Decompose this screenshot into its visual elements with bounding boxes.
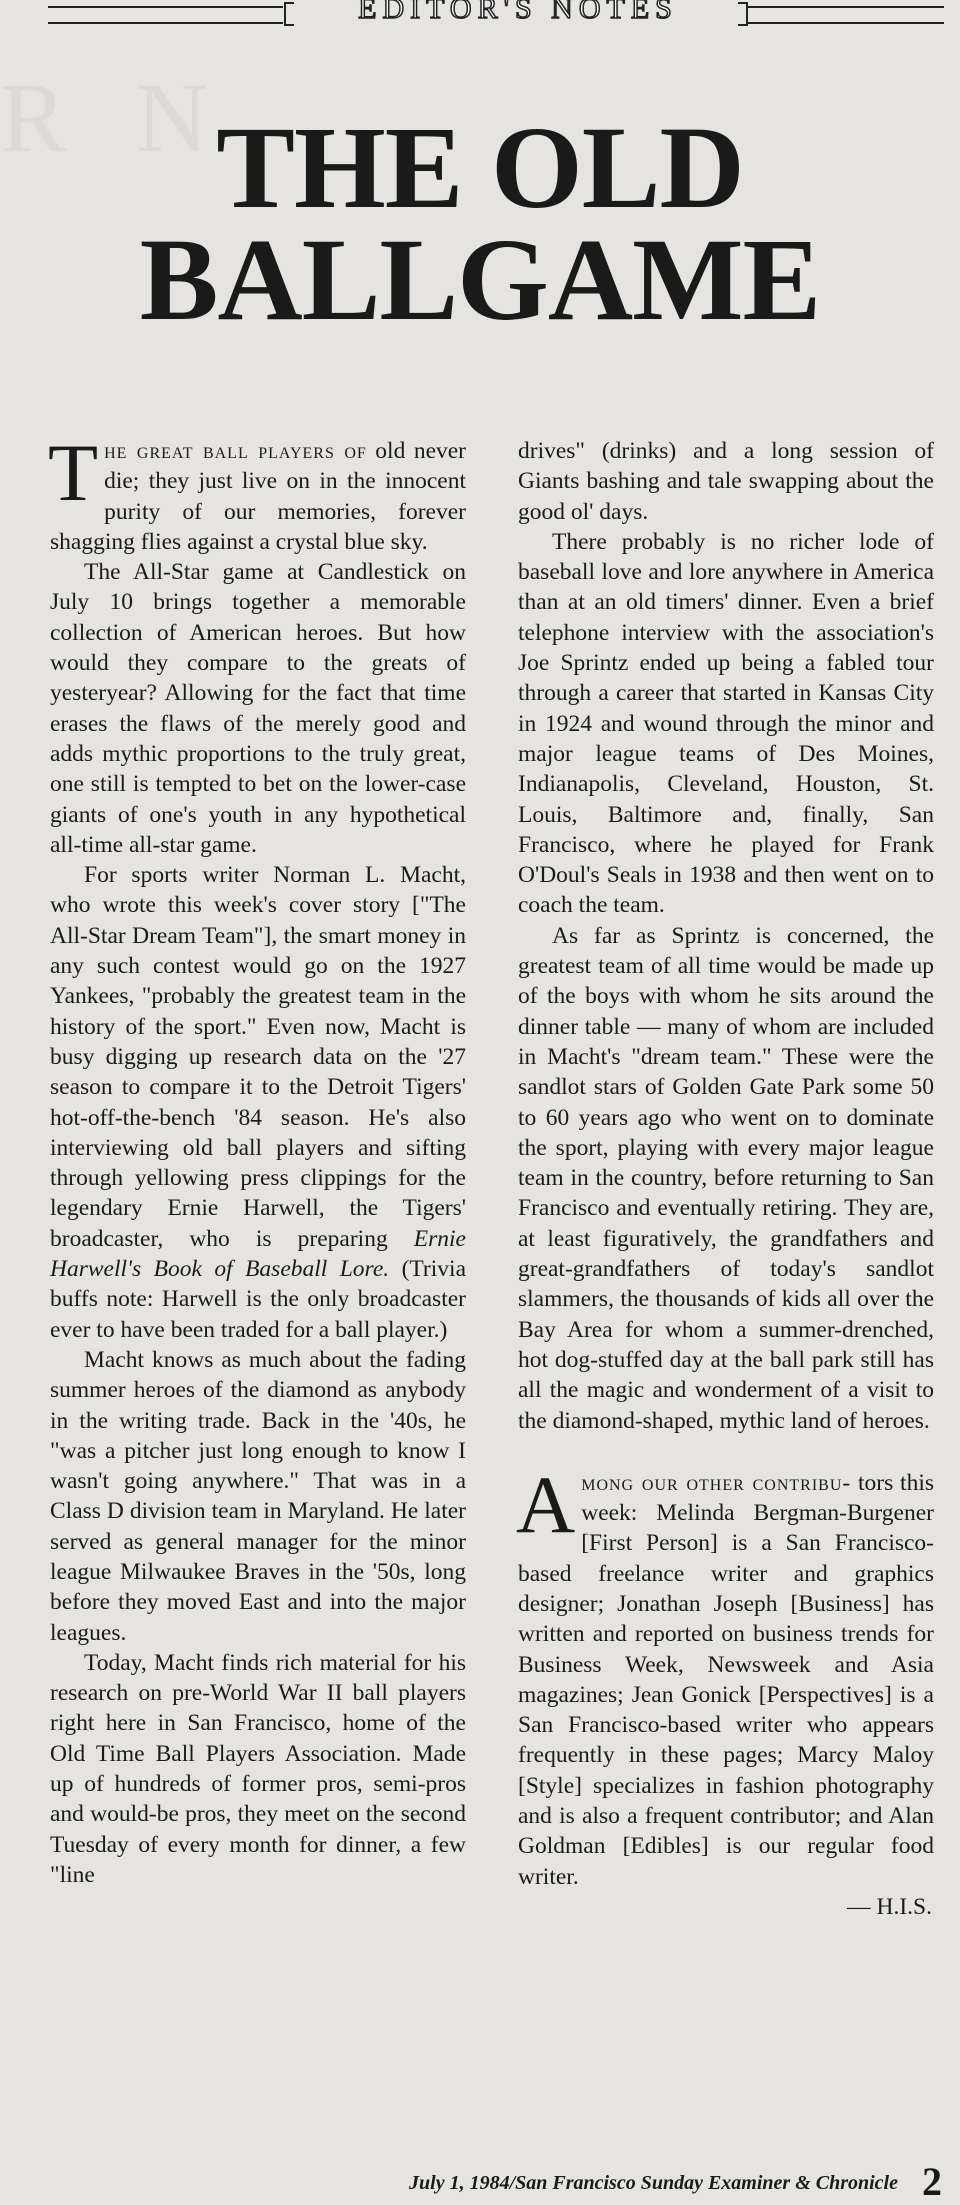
section-banner xyxy=(48,0,944,30)
title-line-1: THE OLD xyxy=(216,102,744,233)
paragraph: Macht knows as much about the fading summer heroes of the diamond as anybody in the writing trade. Back in the '40s, he "was a pitcher just long enough to know I wasn't going anywhere." That was in a Class D division team in Maryland. He later served as general manager for the minor league Milwaukee Braves in the '50s, long before they moved East and into the major leagues. xyxy=(50,1346,466,1646)
title-line-2: BALLGAME xyxy=(139,214,821,345)
paragraph: drives" (drinks) and a long session of Giants bashing and tale swapping about the good ol' days. xyxy=(518,438,934,525)
banner-rule-left xyxy=(48,6,283,24)
paragraph: Today, Macht finds rich material for his research on pre-World War II ball players right here in San Francisco, home of the Old Time Ball Players Association. Made up of hundreds of former pros, semi-pros and would-be pros, they meet on the second Tuesday of every month for dinner, a few "line xyxy=(50,1649,466,1888)
paragraph-text: tors this week: Melinda Bergman-Burgener [First Person] is a San Francisco-based freelance writer and graphics designer; Jonathan Joseph [Business] has written and reported on business trends for Business Week, Newsweek and Asia magazines; Jean Gonick [Perspectives] is a San Francisco-based writer who appears frequently in these pages; Marcy Maloy [Style] specializes in fashion photography and is also a frequent contributor; and Alan Goldman [Edibles] is our regular food writer. xyxy=(518,1469,934,1890)
section-label: EDITOR'S NOTES xyxy=(358,0,678,25)
lead-in: he great ball players of xyxy=(104,438,367,464)
banner-bracket-right xyxy=(738,2,748,26)
page-number: 2 xyxy=(922,2159,942,2204)
drop-cap: A xyxy=(516,1458,576,1550)
paragraph: As far as Sprintz is concerned, the greatest team of all time would be made up of the boys with whom he sits around the dinner table — many of whom are included in Macht's "dream team." These were the sandlot stars of Golden Gate Park some 50 to 60 years ago who went on to dominate the sport, playing with every major league team in the country, before returning to San Francisco and eventually retiring. They are, at least figuratively, the grandfathers and great-grandfathers of today's sandlot slammers, the thousands of kids all over the Bay Area for whom a summer-drenched, hot dog-stuffed day at the ball park still has all the magic and wonderment of a visit to the diamond-shaped, mythic land of heroes. xyxy=(518,922,934,1434)
banner-rule-right xyxy=(748,6,944,24)
page-footer xyxy=(0,2159,960,2204)
paragraph-text: old never die; they just live on in the innocent purity of our memories, forever shagging flies against a crystal blue sky. xyxy=(50,438,467,555)
paragraph-text: For sports writer Norman L. Macht, who wrote this week's cover story ["The All-Star Dream Team"], the smart money in any such contest would go on the 1927 Yankees, "probably the greatest team in the history of the sport." Even now, Macht is busy digging up research data on the '27 season to compare it to the Detroit Tigers' hot-off-the-bench '84 season. He's also interviewing old ball players and sifting through yellowing press clippings for the legendary Ernie Harwell, the Tigers' broadcaster, who is preparing xyxy=(50,862,466,1252)
drop-cap: T xyxy=(48,427,99,518)
paragraph xyxy=(50,860,466,1345)
book-title: Ernie Harwell's Book of Baseball Lore. xyxy=(50,1225,466,1283)
article-title xyxy=(0,102,960,345)
paragraph: The All-Star game at Candlestick on July 10 brings together a memorable collection of American heroes. But how would they compare to the greats of yesteryear? Allowing for the fact that time erases the flaws of the merely good and adds mythic proportions to the truly great, one still is tempted to bet on the lower-case giants of one's youth in any hypothetical all-time all-star game. xyxy=(50,559,466,858)
section-gap xyxy=(518,1436,934,1468)
text-column-right xyxy=(518,436,934,1922)
dateline: July 1, 1984/San Francisco Sunday Examiner & Chronicle xyxy=(409,2172,898,2194)
text-column-left xyxy=(48,427,467,1890)
show-through-text: R N xyxy=(0,62,230,173)
banner-bracket-left xyxy=(284,2,294,26)
paragraph: There probably is no richer lode of baseball love and lore anywhere in America than at an old timers' dinner. Even a brief telephone interview with the association's Joe Sprintz ended up being a fabled tour through a career that started in Kansas City in 1924 and wound through the minor and major league teams of Des Moines, Indianapolis, Cleveland, Houston, St. Louis, Baltimore and, finally, San Francisco, where he played for Frank O'Doul's Seals in 1938 and then went on to coach the team. xyxy=(518,528,934,919)
signature: — H.I.S. xyxy=(847,1893,932,1920)
paragraph-text: (Trivia buffs note: Harwell is the only broadcaster ever to have been traded for a ball player.) xyxy=(50,1256,466,1343)
lead-in: mong our other contribu- xyxy=(581,1469,852,1496)
paragraph xyxy=(516,1458,934,1892)
paragraph xyxy=(48,427,467,557)
